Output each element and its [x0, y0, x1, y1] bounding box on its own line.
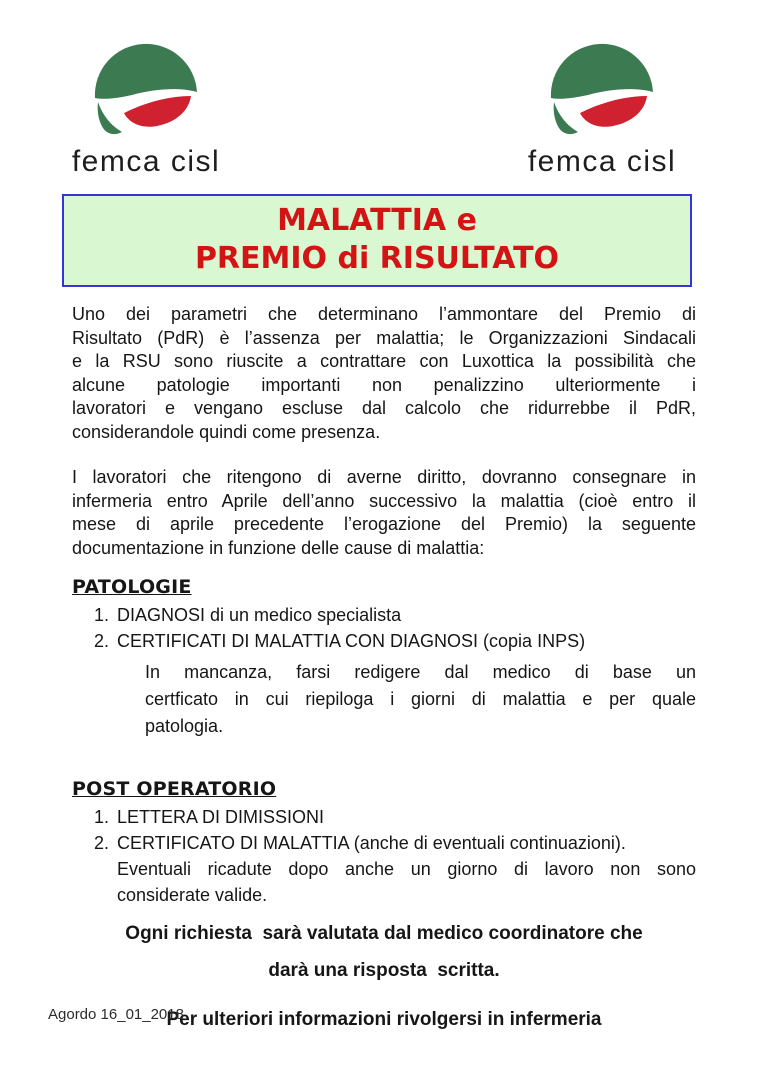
logo-wordmark: femca cisl: [71, 145, 221, 178]
text-line: In mancanza, farsi redigere dal medico di base un: [145, 662, 696, 682]
list-item-text: DIAGNOSI di un medico specialista: [117, 605, 402, 625]
list-item-text: CERTIFICATI DI MALATTIA CON DIAGNOSI (copia INPS): [117, 631, 586, 651]
text-line: certficato in cui riepiloga i giorni di malattia e per quale: [145, 689, 696, 709]
intro-paragraph: [72, 303, 696, 444]
document-title-line-2: PREMIO di RISULTATO: [194, 241, 560, 276]
list-item: [72, 830, 696, 856]
title-box: [62, 194, 692, 287]
footer-date: Agordo 16_01_2018: [48, 1006, 184, 1023]
list-item-number: 2.: [94, 631, 110, 651]
text-line: documentazione in funzione delle cause di malattia:: [72, 537, 485, 558]
femca-cisl-logo-left: [50, 36, 242, 178]
list-item: [72, 602, 696, 628]
text-line: mese di aprile precedente l’erogazione del Premio) la seguente: [72, 514, 696, 534]
list-item: [72, 628, 696, 654]
closing-info-line: Per ulteriori informazioni rivolgersi in infermeria: [166, 1009, 602, 1030]
closing-statement-line-1: Ogni richiesta sarà valutata dal medico coordinatore che: [125, 923, 643, 944]
text-line: patologia.: [145, 716, 224, 736]
list-item-number: 1.: [94, 807, 110, 827]
patologie-note: [145, 659, 696, 740]
list-item-number: 1.: [94, 605, 110, 625]
text-line: considerandole quindi come presenza.: [72, 421, 381, 442]
text-line: Eventuali ricadute dopo anche un giorno di lavoro non sono: [117, 859, 696, 879]
femca-cisl-logo-icon: [94, 36, 198, 138]
post-operatorio-note: [117, 856, 696, 908]
text-line: considerate valide.: [117, 885, 268, 905]
section-heading-patologie: PATOLOGIE: [72, 576, 192, 598]
text-line: e la RSU sono riuscite a contrattare con Luxottica la possibilità che: [72, 351, 696, 371]
logo-wordmark: femca cisl: [527, 145, 677, 178]
patologie-list: [72, 602, 696, 654]
closing-statement-line-2: darà una risposta scritta.: [268, 960, 500, 981]
text-line: Risultato (PdR) è l’assenza per malattia; le Organizzazioni Sindacali: [72, 327, 696, 348]
list-item-number: 2.: [94, 833, 110, 853]
list-item-text: LETTERA DI DIMISSIONI: [117, 807, 325, 827]
text-line: alcune patologie importanti non penalizzino ulteriormente i: [72, 374, 696, 395]
document-title-line-1: MALATTIA e: [277, 203, 477, 238]
list-item: [72, 804, 696, 830]
logo-row: [0, 0, 768, 178]
text-line: infermeria entro Aprile dell’anno successivo la malattia (cioè entro il: [72, 490, 696, 511]
list-item-text: CERTIFICATO DI MALATTIA (anche di eventuali continuazioni).: [117, 833, 626, 853]
instructions-paragraph: [72, 466, 696, 560]
section-heading-post-operatorio: POST OPERATORIO: [72, 778, 277, 800]
femca-cisl-logo-icon: [550, 36, 654, 138]
text-line: lavoratori e vengano escluse dal calcolo che ridurrebbe il PdR,: [72, 398, 696, 418]
text-line: I lavoratori che ritengono di averne diritto, dovranno consegnare in: [72, 467, 696, 487]
text-line: Uno dei parametri che determinano l’ammontare del Premio di: [72, 304, 696, 324]
body-column: [72, 303, 696, 1031]
femca-cisl-logo-right: [506, 36, 698, 178]
post-operatorio-list: [72, 804, 696, 856]
